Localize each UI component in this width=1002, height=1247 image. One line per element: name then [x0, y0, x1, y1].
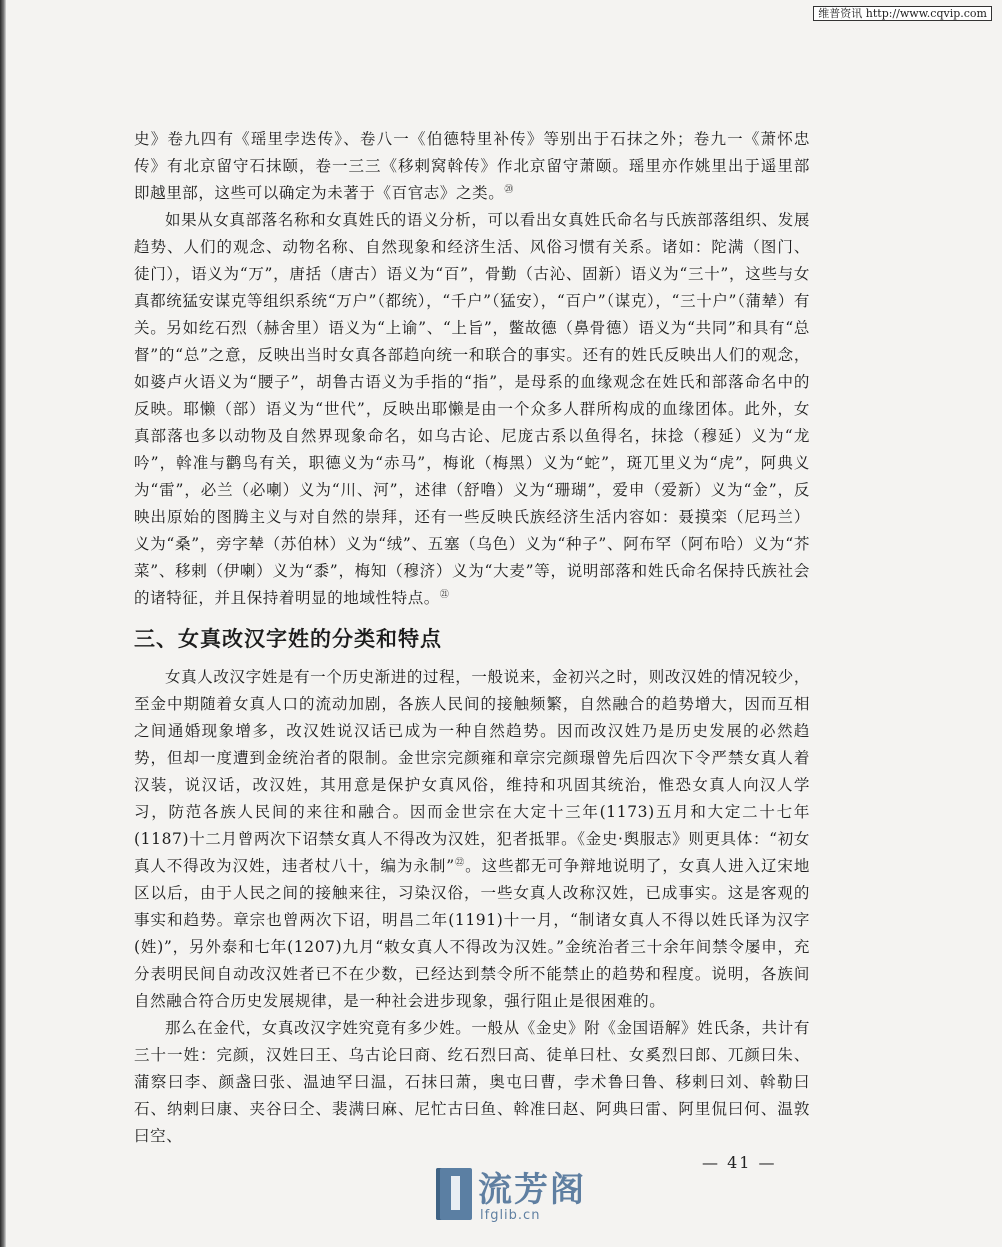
paragraph: 女真人改汉字姓是有一个历史渐进的过程，一般说来，金初兴之时，则改汉姓的情况较少，至金中期随着女真人口的流动加剧，各族人民间的接触频繁，自然融合的趋势增大，因而互相之间通婚现象增多，改汉姓说汉话已成为一种自然趋势。因而改汉姓乃是历史发展的必然趋势，但却一度遭到金统治者的限制。金世宗完颜雍和章宗完颜璟曾先后四次下令严禁女真人着汉装，说汉话，改汉姓，其用意是保护女真风俗，维持和巩固其统治，惟恐女真人向汉人学习，防范各族人民间的来往和融合。因而金世宗在大定十三年(1173)五月和大定二十七年(1187)十二月曾两次下诏禁女真人不得改为汉姓，犯者抵罪。《金史·舆服志》则更具体：“初女真人不得改为汉姓，违者杖八十，编为永制”$^㉒$。这些都无可争辩地说明了，女真人进入辽宋地区以后，由于人民之间的接触来往，习染汉俗，一些女真人改称汉姓，已成事实。这是客观的事实和趋势。章宗也曾两次下诏，明昌二年(1191)十一月，“制诸女真人不得以姓氏译为汉字(姓)”，另外泰和七年(1207)九月“敕女真人不得改为汉姓。”金统治者三十余年间禁令屡申，充分表明民间自动改汉姓者已不在少数，已经达到禁令所不能禁止的趋势和程度。说明，各族间自然融合符合历史发展规律，是一种社会进步现象，强行阻止是很困难的。 [134, 668, 810, 1010]
book-icon [436, 1168, 472, 1220]
logo-url: lfglib.cn [480, 1208, 541, 1223]
footnote-marker: ⑳ [504, 184, 514, 195]
library-logo [436, 1164, 586, 1230]
footnote-marker: ㉒ [454, 857, 466, 868]
paragraph: 如果从女真部落名称和女真姓氏的语义分析，可以看出女真姓氏命名与氏族部落组织、发展趋势、人们的观念、动物名称、自然现象和经济生活、风俗习惯有关系。诸如：陀满（图门、徒门），语义为“万”，唐括（唐古）语义为“百”，骨勤（古沁、固新）语义为“三十”，这些与女真都统猛安谋克等组织系统“万户”（都统），“千户”（猛安），“百户”（谋克），“三十户”（蒲辇）有关。另如纥石烈（赫舍里）语义为“上谕”、“上旨”，鳖故德（鼻骨德）语义为“共同”和具有“总督”的“总”之意，反映出当时女真各部趋向统一和联合的事实。还有的姓氏反映出人们的观念，如婆卢火语义为“腰子”，胡鲁古语义为手指的“指”，是母系的血缘观念在姓氏和部落命名中的反映。耶懒（部）语义为“世代”，反映出耶懒是由一个众多人群所构成的血缘团体。此外，女真部落也多以动物及自然界现象命名，如乌古论、尼庞古系以鱼得名，抹捻（穆延）义为“龙吟”，斡准与鹳鸟有关，职德义为“赤马”，梅讹（梅黑）义为“蛇”，斑兀里义为“虎”，阿典义为“雷”，必兰（必喇）义为“川、河”，述律（舒噜）义为“珊瑚”，爱申（爱新）义为“金”，反映出原始的图腾主义与对自然的崇拜，还有一些反映氏族经济生活内容如：聂摸栾（尼玛兰）义为“桑”，旁字辇（苏伯林）义为“绒”、五塞（乌色）义为“种子”、阿布罕（阿布哈）义为“芥菜”、移剌（伊喇）义为“黍”，梅知（穆济）义为“大麦”等，说明部落和姓氏命名保持氏族社会的诸特征，并且保持着明显的地域性特点。$^㉑$ [134, 211, 810, 607]
scan-edge [0, 0, 6, 1247]
watermark: 维普资讯 http://www.cqvip.com [813, 6, 992, 21]
paragraph: 那么在金代，女真改汉字姓究竟有多少姓。一般从《金史》附《金国语解》姓氏条，共计有三十一姓：完颜，汉姓曰王、乌古论曰商、纥石烈曰高、徒单曰杜、女奚烈曰郎、兀颜曰朱、蒲察曰李、颜盏曰张、温迪罕曰温，石抹曰萧，奥屯曰曹，孛术鲁曰鲁、移剌曰刘、斡勒曰石、纳剌曰康、夹谷曰仝、裴满曰麻、尼忙古曰鱼、斡准曰赵、阿典曰雷、阿里侃曰何、温敦曰空、 [134, 1019, 810, 1145]
page-number: — 41 — [702, 1153, 777, 1172]
logo-name: 流芳阁 [478, 1170, 586, 1210]
page-body [134, 126, 810, 1150]
paragraph-continued: 史》卷九四有《瑶里孛迭传》、卷八一《伯德特里补传》等别出于石抹之外；卷九一《萧怀忠传》有北京留守石抹颐，卷一三三《移剌窝斡传》作北京留守萧颐。瑶里亦作姚里出于遥里部即越里部，这些可以确定为未著于《百官志》之类。⑳ [134, 130, 810, 202]
footnote-marker: ㉑ [439, 589, 450, 600]
section-heading: 三、女真改汉字姓的分类和特点 [134, 627, 442, 651]
